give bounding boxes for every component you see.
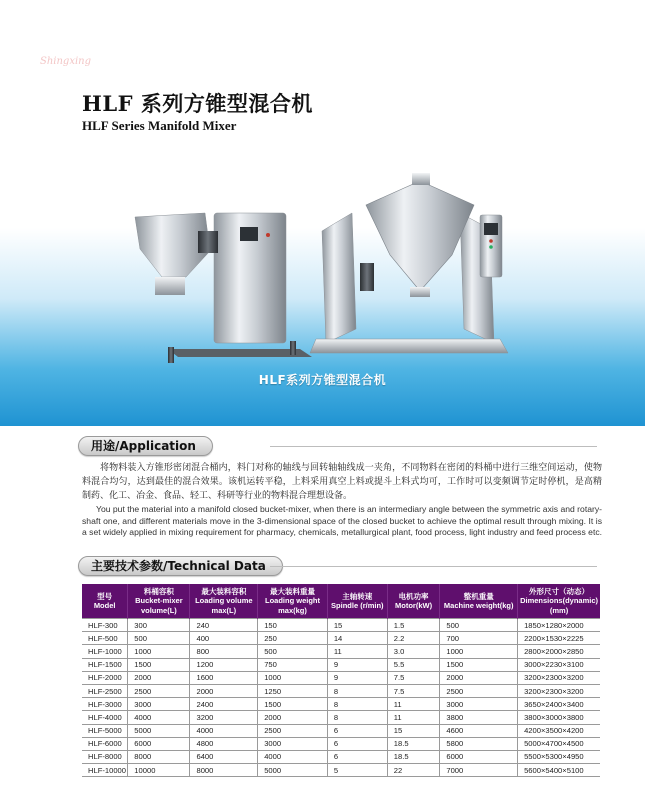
application-text-cn: 将物料装入方锥形密闭混合桶内，料门对称的轴线与回转轴轴线成一夹角，不同物料在密闭的料桶中进行三维空间运动，使物料混合均匀，达到最佳的混合效果。该机运转平稳，上料采用真空上料或提斗上料式均可，工作时可以变频调节定时停机，是高精制药、化工、冶金、食品、轻工、科研等行业的物料混合理想设备。 [82,463,602,501]
cell-dimensions: 4200×3500×4200 [518,724,600,737]
cell-motor: 18.5 [387,737,440,750]
large-mixer [310,173,508,353]
table-row [82,671,600,684]
application-divider [270,446,597,447]
cell-spindle: 14 [327,632,387,645]
application-heading: 用途/Application [78,436,213,456]
table-row [82,684,600,697]
cell-machine-weight: 700 [440,632,518,645]
cell-bucket-volume: 4000 [128,711,190,724]
cell-loading-volume: 6400 [190,750,258,763]
cell-loading-weight: 4000 [258,750,328,763]
table-row [82,711,600,724]
cell-model: HLF-3000 [82,698,128,711]
cell-loading-weight: 250 [258,632,328,645]
cell-motor: 11 [387,698,440,711]
cell-machine-weight: 1500 [440,658,518,671]
cell-motor: 7.5 [387,671,440,684]
cell-machine-weight: 2500 [440,684,518,697]
cell-bucket-volume: 6000 [128,737,190,750]
cell-model: HLF-2500 [82,684,128,697]
cell-model: HLF-1000 [82,645,128,658]
cell-machine-weight: 1000 [440,645,518,658]
cell-dimensions: 3200×2300×3200 [518,684,600,697]
cell-dimensions: 3650×2400×3400 [518,698,600,711]
table-row [82,632,600,645]
table-row [82,750,600,763]
cell-loading-volume: 3200 [190,711,258,724]
cell-spindle: 8 [327,698,387,711]
cell-spindle: 6 [327,737,387,750]
page-title-en: HLF Series Manifold Mixer [82,118,237,133]
cell-spindle: 8 [327,711,387,724]
cell-loading-volume: 400 [190,632,258,645]
cell-machine-weight: 3800 [440,711,518,724]
cell-motor: 7.5 [387,684,440,697]
cell-dimensions: 1850×1280×2000 [518,619,600,632]
cell-dimensions: 5500×5300×4950 [518,750,600,763]
cell-loading-weight: 3000 [258,737,328,750]
cell-bucket-volume: 1500 [128,658,190,671]
column-header-loading-volume: 最大装料容积 Loading volume max(L) [190,584,258,619]
cell-machine-weight: 2000 [440,671,518,684]
application-text-en: You put the material into a manifold closed bucket-mixer, when there is an intermediary angle between the symmetric axis and rotary-shaft one, and different materials move in the 3-dimensional space of the closed bucket to achieve the optimal result through mixing. It is a set widely applied in mixing requirement for pharmacy, chemicals, metallurgical plant, food process, light industry and feed process etc. [82,504,603,537]
cell-motor: 1.5 [387,619,440,632]
column-header-dimensions: 外形尺寸（动态） Dimensions(dynamic)(mm) [518,584,600,619]
cell-dimensions: 3000×2230×3100 [518,658,600,671]
technical-data-heading: 主要技术参数/Technical Data [78,556,283,576]
cell-bucket-volume: 2000 [128,671,190,684]
cell-spindle: 9 [327,658,387,671]
table-row [82,645,600,658]
cell-motor: 15 [387,724,440,737]
cell-model: HLF-5000 [82,724,128,737]
cell-model: HLF-8000 [82,750,128,763]
cell-loading-weight: 150 [258,619,328,632]
cell-bucket-volume: 2500 [128,684,190,697]
cell-bucket-volume: 3000 [128,698,190,711]
cell-model: HLF-4000 [82,711,128,724]
table-row [82,724,600,737]
cell-model: HLF-10000 [82,764,128,777]
cell-model: HLF-6000 [82,737,128,750]
cell-motor: 18.5 [387,750,440,763]
cell-loading-weight: 2000 [258,711,328,724]
cell-motor: 5.5 [387,658,440,671]
technical-divider [270,566,597,567]
cell-spindle: 15 [327,619,387,632]
cell-spindle: 5 [327,764,387,777]
cell-loading-volume: 1600 [190,671,258,684]
cell-machine-weight: 6000 [440,750,518,763]
cell-model: HLF-500 [82,632,128,645]
table-row [82,764,600,777]
column-header-spindle: 主轴转速 Spindle (r/min) [327,584,387,619]
cell-loading-weight: 5000 [258,764,328,777]
small-mixer [135,213,312,363]
cell-dimensions: 3800×3000×3800 [518,711,600,724]
cell-dimensions: 3200×2300×3200 [518,671,600,684]
cell-motor: 11 [387,711,440,724]
cell-model: HLF-300 [82,619,128,632]
cell-model: HLF-1500 [82,658,128,671]
cell-bucket-volume: 10000 [128,764,190,777]
cell-loading-weight: 500 [258,645,328,658]
cell-bucket-volume: 1000 [128,645,190,658]
cell-machine-weight: 7000 [440,764,518,777]
cell-dimensions: 2800×2000×2850 [518,645,600,658]
cell-machine-weight: 3000 [440,698,518,711]
cell-loading-volume: 800 [190,645,258,658]
cell-loading-weight: 1000 [258,671,328,684]
column-header-bucket-volume: 料桶容积 Bucket-mixer volume(L) [128,584,190,619]
cell-spindle: 6 [327,724,387,737]
cell-dimensions: 5000×4700×4500 [518,737,600,750]
cell-loading-volume: 2400 [190,698,258,711]
page-title-cn: HLF 系列方锥型混合机 [82,91,313,116]
cell-motor: 2.2 [387,632,440,645]
cell-loading-volume: 240 [190,619,258,632]
cell-loading-volume: 8000 [190,764,258,777]
table-header-row [82,584,600,619]
cell-motor: 3.0 [387,645,440,658]
cell-spindle: 8 [327,684,387,697]
cell-loading-volume: 4000 [190,724,258,737]
column-header-model: 型号 Model [82,584,128,619]
cell-loading-weight: 1250 [258,684,328,697]
column-header-machine-weight: 整机重量 Machine weight(kg) [440,584,518,619]
cell-dimensions: 5600×5400×5100 [518,764,600,777]
table-row [82,737,600,750]
cell-loading-weight: 1500 [258,698,328,711]
cell-spindle: 11 [327,645,387,658]
cell-spindle: 6 [327,750,387,763]
cell-bucket-volume: 5000 [128,724,190,737]
cell-loading-volume: 4800 [190,737,258,750]
faint-brand-text: Shingxing [40,56,92,67]
cell-machine-weight: 500 [440,619,518,632]
column-header-motor: 电机功率 Motor(kW) [387,584,440,619]
cell-spindle: 9 [327,671,387,684]
cell-loading-weight: 750 [258,658,328,671]
cell-dimensions: 2200×1530×2225 [518,632,600,645]
hero-caption: HLF系列方锥型混合机 [258,373,387,387]
cell-loading-volume: 1200 [190,658,258,671]
cell-loading-weight: 2500 [258,724,328,737]
cell-bucket-volume: 300 [128,619,190,632]
cell-bucket-volume: 500 [128,632,190,645]
technical-data-table [82,584,600,777]
cell-motor: 22 [387,764,440,777]
table-row [82,619,600,632]
table-row [82,658,600,671]
cell-loading-volume: 2000 [190,684,258,697]
cell-model: HLF-2000 [82,671,128,684]
cell-machine-weight: 4600 [440,724,518,737]
cell-machine-weight: 5800 [440,737,518,750]
table-row [82,698,600,711]
cell-bucket-volume: 8000 [128,750,190,763]
column-header-loading-weight: 最大装料重量 Loading weight max(kg) [258,584,328,619]
